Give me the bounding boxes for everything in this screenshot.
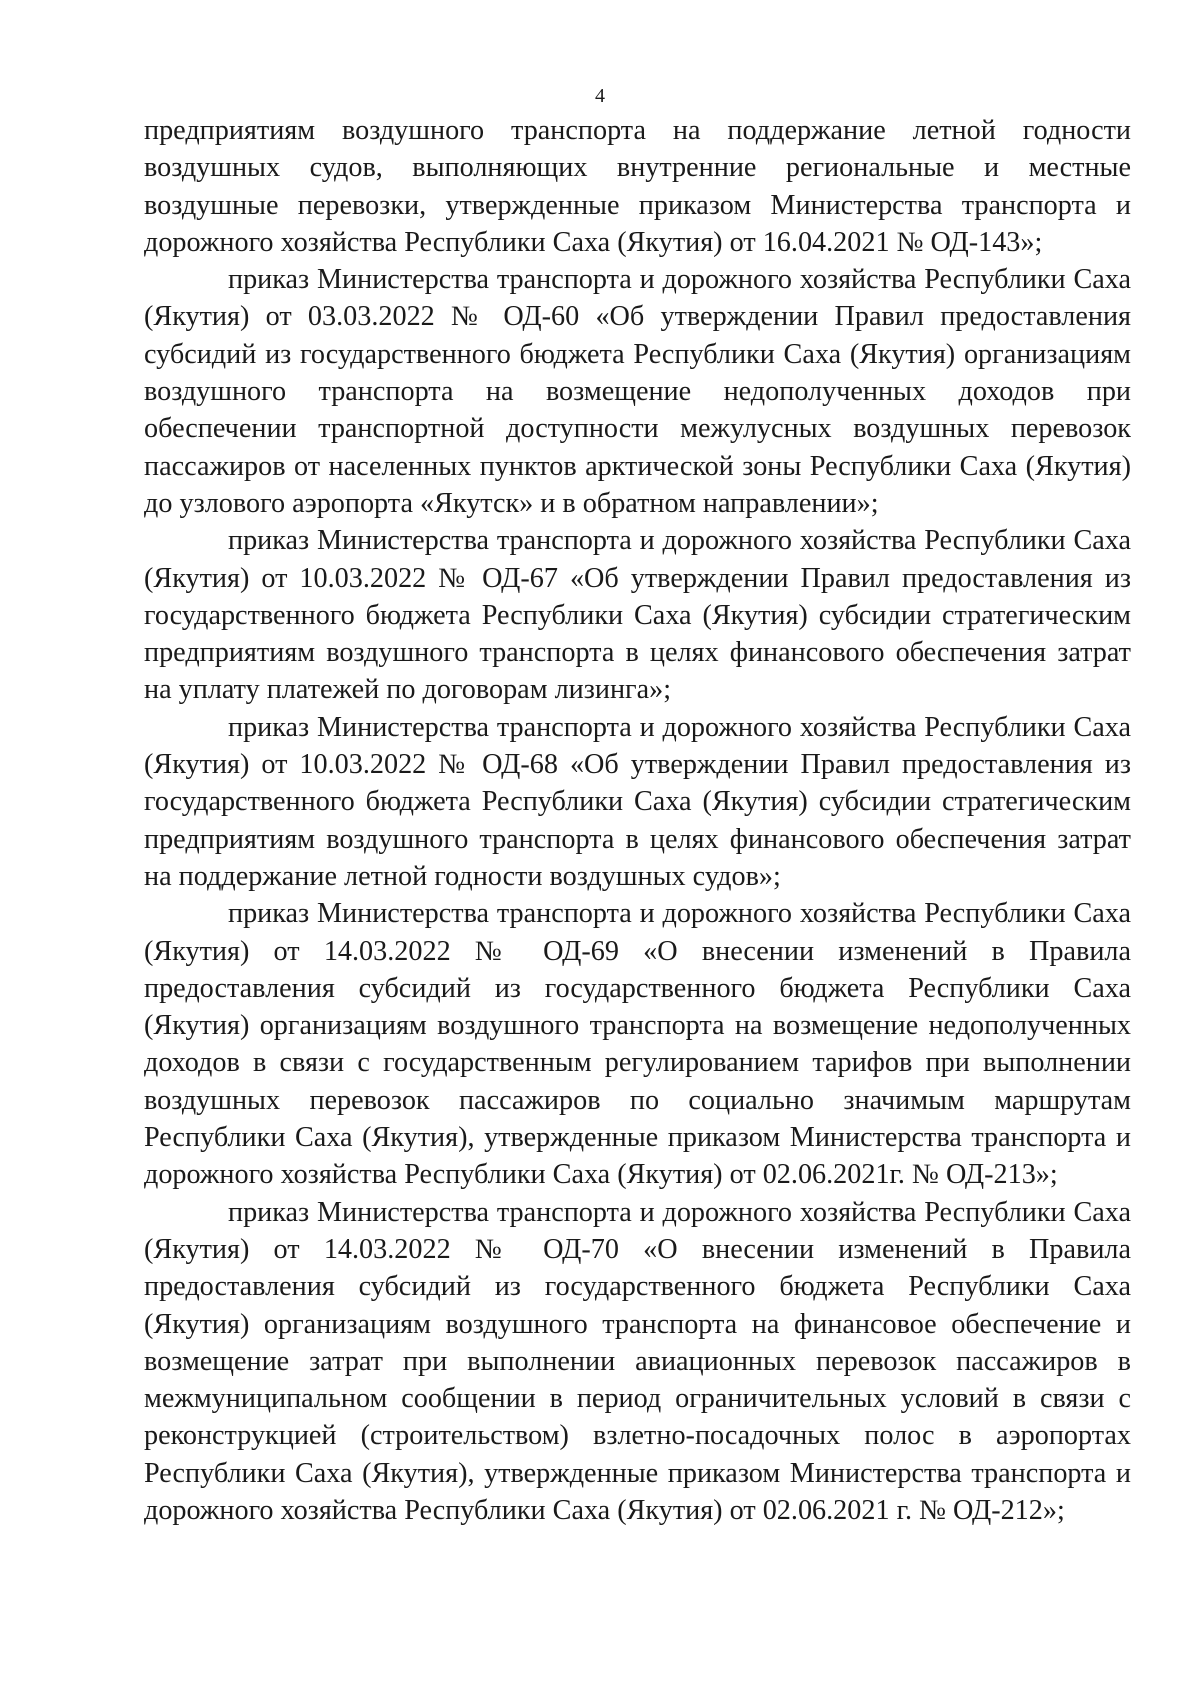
page-number: 4: [595, 85, 605, 107]
paragraph-order-od-70: приказ Министерства транспорта и дорожного хозяйства Республики Саха (Якутия) от 14.03.2022 № ОД-70 «О внесении изменений в Правила предоставления субсидий из государственного бюджета Республики Саха (Якутия) организациям воздушного транспорта на финансовое обеспечение и возмещение затрат при выполнении авиационных перевозок пассажиров в межмуниципальном сообщении в период ограничительных условий в связи с реконструкцией (строительством) взлетно-посадочных полос в аэропортах Республики Саха (Якутия), утвержденные приказом Министерства транспорта и дорожного хозяйства Республики Саха (Якутия) от 02.06.2021 г. № ОД-212»;: [144, 1196, 1131, 1526]
paragraph-order-od-68: приказ Министерства транспорта и дорожного хозяйства Республики Саха (Якутия) от 10.03.2022 № ОД-68 «Об утверждении Правил предоставления из государственного бюджета Республики Саха (Якутия) субсидии стратегическим предприятиям воздушного транспорта в целях финансового обеспечения затрат на поддержание летной годности воздушных судов»;: [144, 711, 1131, 892]
paragraph-order-od-60: приказ Министерства транспорта и дорожного хозяйства Республики Саха (Якутия) от 03.03.2022 № ОД-60 «Об утверждении Правил предоставления субсидий из государственного бюджета Республики Саха (Якутия) организациям воздушного транспорта на возмещение недополученных доходов при обеспечении транспортной доступности межулусных воздушных перевозок пассажиров от населенных пунктов арктической зоны Республики Саха (Якутия) до узлового аэропорта «Якутск» и в обратном направлении»;: [144, 264, 1131, 519]
paragraph-order-od-69: приказ Министерства транспорта и дорожного хозяйства Республики Саха (Якутия) от 14.03.2022 № ОД-69 «О внесении изменений в Правила предоставления субсидий из государственного бюджета Республики Саха (Якутия) организациям воздушного транспорта на возмещение недополученных доходов в связи с государственным регулированием тарифов при выполнении воздушных перевозок пассажиров по социально значимым маршрутам Республики Саха (Якутия), утвержденные приказом Министерства транспорта и дорожного хозяйства Республики Саха (Якутия) от 02.06.2021г. № ОД-213»;: [144, 898, 1131, 1191]
paragraph-order-od-67: приказ Министерства транспорта и дорожного хозяйства Республики Саха (Якутия) от 10.03.2022 № ОД-67 «Об утверждении Правил предоставления из государственного бюджета Республики Саха (Якутия) субсидии стратегическим предприятиям воздушного транспорта в целях финансового обеспечения затрат на уплату платежей по договорам лизинга»;: [144, 525, 1131, 706]
paragraph-continuation: предприятиям воздушного транспорта на поддержание летной годности воздушных судов, выполняющих внутренние региональные и местные воздушные перевозки, утвержденные приказом Министерства транспорта и дорожного хозяйства Республики Саха (Якутия) от 16.04.2021 № ОД-143»;: [144, 115, 1131, 258]
document-body: [144, 112, 1131, 1529]
